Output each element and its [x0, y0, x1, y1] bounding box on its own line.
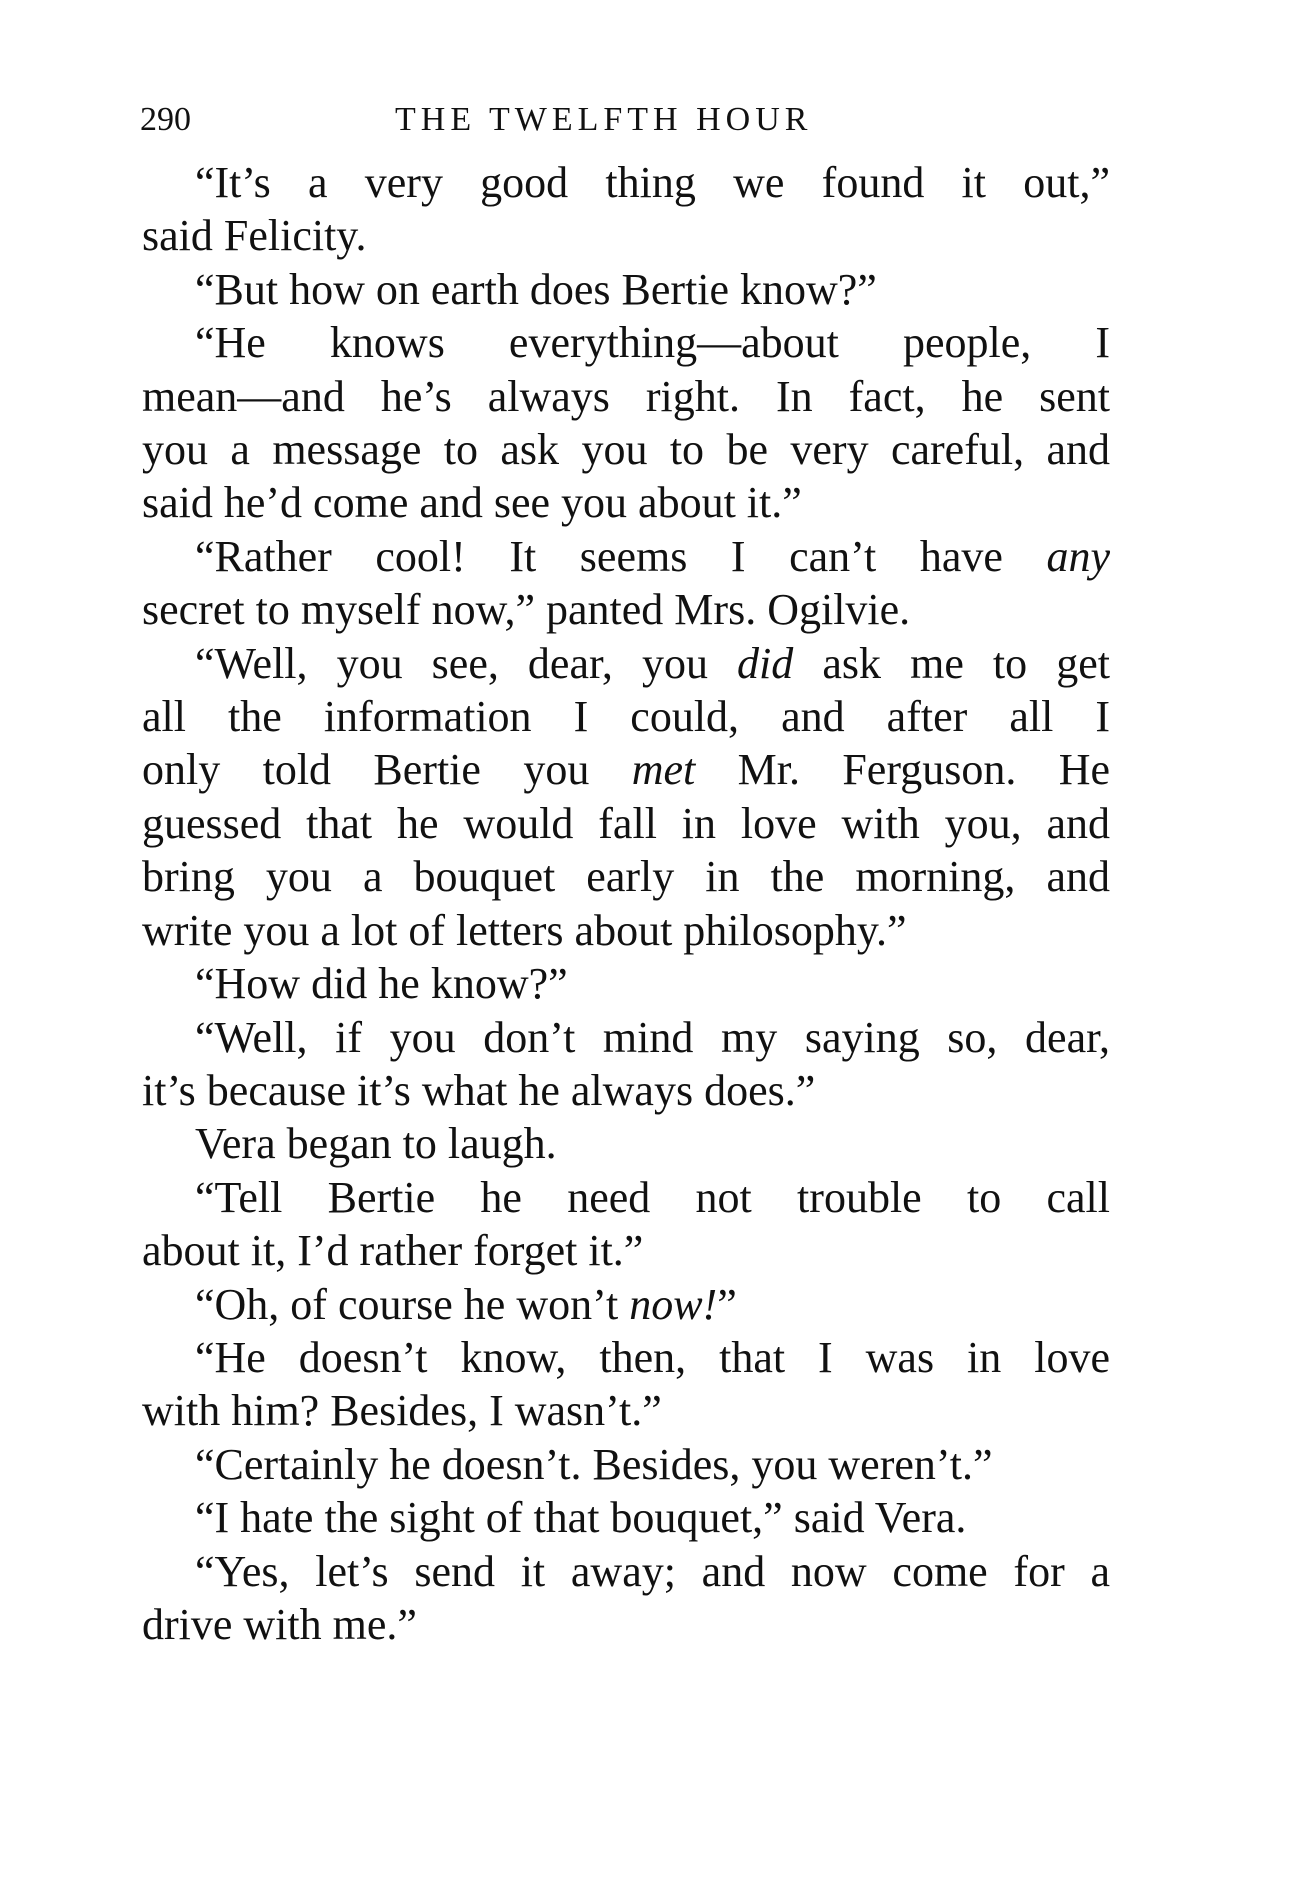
text-line — [142, 1171, 1110, 1224]
text-run: “Certainly he doesn’t. Besides, you weren’t.” — [195, 1439, 993, 1489]
text-run: “Tell Bertie he need not trouble to call — [195, 1172, 1110, 1222]
text-run: said Felicity. — [142, 211, 367, 261]
text-run: it’s because it’s what he always does.” — [142, 1065, 816, 1115]
text-line — [142, 209, 1110, 262]
text-run: ” — [717, 1279, 737, 1329]
text-line — [142, 1438, 1110, 1491]
body-text — [142, 156, 1110, 1651]
text-run: only told Bertie you — [142, 745, 632, 795]
text-run: all the information I could, and after all I — [142, 692, 1110, 742]
text-run: did — [737, 638, 794, 688]
text-line — [142, 957, 1110, 1010]
text-line — [142, 530, 1110, 583]
text-line — [142, 476, 1110, 529]
text-run: “How did he know?” — [195, 959, 568, 1009]
text-run: with him? Besides, I wasn’t.” — [142, 1386, 662, 1436]
text-line — [142, 904, 1110, 957]
running-title: THE TWELFTH HOUR — [395, 101, 813, 138]
text-line — [142, 1598, 1110, 1651]
text-line — [142, 1384, 1110, 1437]
text-line — [142, 1224, 1110, 1277]
text-line — [142, 1117, 1110, 1170]
text-line — [142, 263, 1110, 316]
text-run: write you a lot of letters about philosophy.” — [142, 905, 907, 955]
text-run: about it, I’d rather forget it.” — [142, 1226, 644, 1276]
text-run: met — [631, 745, 696, 795]
text-run: “Well, you see, dear, you — [195, 638, 738, 688]
text-run: ask me to get — [793, 638, 1110, 688]
text-line — [142, 1064, 1110, 1117]
text-line — [142, 743, 1110, 796]
text-line — [142, 1278, 1110, 1331]
page-number: 290 — [140, 101, 191, 138]
text-run: Mr. Ferguson. He — [695, 745, 1110, 795]
text-run: secret to myself now,” panted Mrs. Ogilvie. — [142, 585, 911, 635]
text-run: Vera began to laugh. — [195, 1119, 557, 1169]
text-line — [142, 156, 1110, 209]
text-run: said he’d come and see you about it.” — [142, 478, 802, 528]
text-line — [142, 370, 1110, 423]
text-line — [142, 850, 1110, 903]
text-line — [142, 1331, 1110, 1384]
text-run: “Yes, let’s send it away; and now come for a — [195, 1546, 1110, 1596]
page-header — [140, 95, 1120, 145]
text-line — [142, 637, 1110, 690]
text-run: mean—and he’s always right. In fact, he sent — [142, 371, 1110, 421]
text-run: you a message to ask you to be very careful, and — [142, 425, 1110, 475]
text-line — [142, 797, 1110, 850]
text-run: “It’s a very good thing we found it out,” — [195, 158, 1110, 207]
text-run: “He knows everything—about people, I — [195, 318, 1110, 368]
text-line — [142, 1011, 1110, 1064]
text-run: “Well, if you don’t mind my saying so, dear, — [195, 1012, 1110, 1062]
text-run: “Rather cool! It seems I can’t have — [195, 531, 1047, 581]
text-line — [142, 423, 1110, 476]
text-run: any — [1046, 531, 1110, 581]
text-line — [142, 316, 1110, 369]
text-run: “Oh, of course he won’t — [195, 1279, 630, 1329]
text-run: “I hate the sight of that bouquet,” said Vera. — [195, 1493, 967, 1543]
text-line — [142, 1545, 1110, 1598]
text-run: drive with me.” — [142, 1599, 417, 1649]
text-line — [142, 583, 1110, 636]
text-line — [142, 690, 1110, 743]
text-line — [142, 1491, 1110, 1544]
text-run: guessed that he would fall in love with you, and — [142, 798, 1110, 848]
text-run: bring you a bouquet early in the morning, and — [142, 852, 1110, 902]
text-run: now! — [629, 1279, 718, 1329]
text-run: “He doesn’t know, then, that I was in love — [195, 1332, 1110, 1382]
text-run: “But how on earth does Bertie know?” — [195, 264, 877, 314]
